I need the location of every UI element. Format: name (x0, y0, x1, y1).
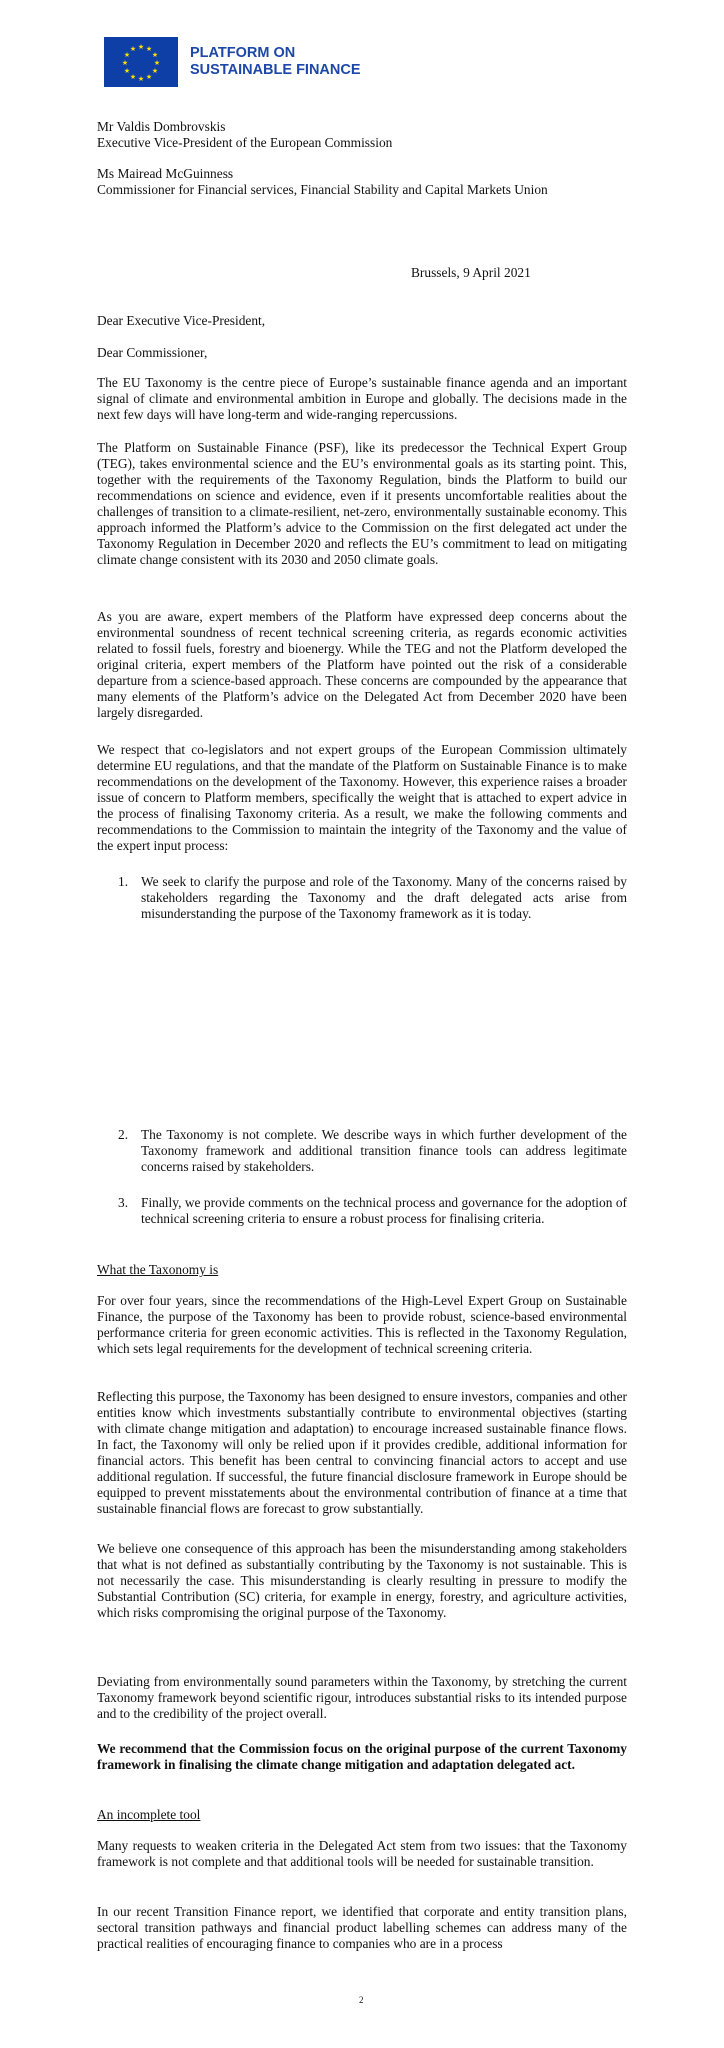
platform-name (190, 45, 361, 79)
platform-name-line1: PLATFORM ON (190, 45, 296, 61)
svg-text:★: ★ (145, 45, 153, 53)
paragraph-9-recommendation (97, 1741, 627, 1773)
paragraph-8-text: Deviating from environmentally sound parameters within the Taxonomy, by stretching the current Taxonomy framework beyond scientific rigour, introduces substantial risks to its intended purpose and to the credibility of the project overall. (97, 1674, 627, 1721)
paragraph-8 (97, 1674, 627, 1722)
letter-date: Brussels, 9 April 2021 (411, 265, 531, 280)
salutation-1: Dear Executive Vice-President, (97, 313, 266, 328)
paragraph-11-text: In our recent Transition Finance report, we identified that corporate and entity transition plans, sectoral transition pathways and financial product labelling schemes can address many of the practical realities of encouraging finance to companies who are in a process (97, 1904, 627, 1951)
list-text-3: Finally, we provide comments on the technical process and governance for the adoption of technical screening criteria to ensure a robust process for finalising criteria. (141, 1195, 627, 1226)
paragraph-6-text: Reflecting this purpose, the Taxonomy has been designed to ensure investors, companies and other entities know which investments substantially contribute to environmental objectives (starting with climate change mitigation and adaptation) to encourage increased sustainable finance flows. In fact, the Taxonomy will only be relied upon if it provides credible, additional information for financial actors. This benefit has been central to convincing financial actors to accept and use additional regulation. If successful, the future financial disclosure framework in Europe should be equipped to prevent misstatements about the environmental contribution of finance at a time that sustainable financial flows are forecast to grow substantially. (97, 1389, 627, 1516)
paragraph-2 (97, 440, 627, 568)
recipient-1-title: Executive Vice-President of the European Commission (97, 135, 393, 150)
eu-stars-icon (104, 37, 178, 87)
svg-text:★: ★ (153, 59, 161, 67)
paragraph-1-text: The EU Taxonomy is the centre piece of Europe’s sustainable finance agenda and an important signal of climate and environmental ambition in Europe and globally. The decisions made in the next few days will have long-term and wide-ranging repercussions. (97, 375, 627, 422)
svg-text:★: ★ (137, 43, 145, 51)
svg-text:★: ★ (137, 75, 145, 83)
paragraph-3 (97, 609, 627, 721)
platform-logo (104, 37, 361, 87)
paragraph-4 (97, 742, 627, 854)
svg-text:★: ★ (151, 67, 159, 75)
paragraph-10 (97, 1838, 627, 1870)
paragraph-4-text: We respect that co-legislators and not expert groups of the European Commission ultimately determine EU regulations, and that the mandate of the Platform on Sustainable Finance is to make recommendations on the development of the Taxonomy. However, this experience raises a broader issue of concern to Platform members, specifically the weight that is attached to expert advice in the process of finalising Taxonomy criteria. As a result, we make the following comments and recommendations to the Commission to maintain the integrity of the Taxonomy and the value of the expert input process: (97, 742, 627, 853)
list-number-2: 2. (118, 1127, 129, 1142)
paragraph-6 (97, 1389, 627, 1517)
page-number: 2 (359, 1995, 364, 2005)
list-text-1: We seek to clarify the purpose and role of the Taxonomy. Many of the concerns raised by stakeholders regarding the Taxonomy and the draft delegated acts arise from misunderstanding the purpose of the Taxonomy framework as it is today. (141, 874, 627, 921)
paragraph-7-text: We believe one consequence of this approach has been the misunderstanding among stakeholders that what is not defined as substantially contributing by the Taxonomy is not sustainable. This is not necessarily the case. This misunderstanding is clearly resulting in pressure to modify the Substantial Contribution (SC) criteria, for example in energy, forestry, and agriculture activities, which risks compromising the original purpose of the Taxonomy. (97, 1541, 627, 1620)
salutation-2: Dear Commissioner, (97, 345, 208, 360)
svg-text:★: ★ (129, 45, 137, 53)
list-number-3: 3. (118, 1195, 129, 1210)
paragraph-1 (97, 375, 627, 423)
platform-name-line2: SUSTAINABLE FINANCE (190, 62, 361, 78)
eu-flag-icon (104, 37, 178, 87)
list-number-1: 1. (118, 874, 129, 889)
recipient-2-name: Ms Mairead McGuinness (97, 166, 234, 181)
list-text-2: The Taxonomy is not complete. We describe ways in which further development of the Taxonomy framework and additional transition finance tools can address legitimate concerns raised by stakeholders. (141, 1127, 627, 1174)
section-heading-incomplete: An incomplete tool (97, 1807, 201, 1822)
paragraph-9-text: We recommend that the Commission focus on the original purpose of the current Taxonomy framework in finalising the climate change mitigation and adaptation delegated act. (97, 1741, 627, 1772)
paragraph-3-text: As you are aware, expert members of the Platform have expressed deep concerns about the environmental soundness of recent technical screening criteria, as regards economic activities related to fossil fuels, forestry and bioenergy. While the TEG and not the Platform developed the original criteria, expert members of the Platform have pointed out the risk of a considerable departure from a science-based approach. These concerns are compounded by the appearance that many elements of the Platform’s advice on the Delegated Act from December 2020 have been largely disregarded. (97, 609, 627, 720)
paragraph-2-text: The Platform on Sustainable Finance (PSF), like its predecessor the Technical Expert Group (TEG), takes environmental science and the EU’s environmental goals as its starting point. This, together with the requirements of the Taxonomy Regulation, binds the Platform to build our recommendations on science and evidence, even if it presents uncomfortable realities about the challenges of transition to a climate-resilient, net-zero, environmentally sustainable economy. This approach informed the Platform’s advice to the Commission on the first delegated act under the Taxonomy Regulation in December 2020 and reflects the EU’s commitment to lead on mitigating climate change consistent with its 2030 and 2050 climate goals. (97, 440, 627, 567)
svg-text:★: ★ (145, 73, 153, 81)
paragraph-7 (97, 1541, 627, 1621)
svg-text:★: ★ (129, 73, 137, 81)
paragraph-5 (97, 1293, 627, 1357)
recipient-2 (97, 166, 548, 198)
svg-text:★: ★ (121, 59, 129, 67)
recipient-2-title: Commissioner for Financial services, Financial Stability and Capital Markets Union (97, 182, 548, 197)
recipient-1 (97, 119, 392, 151)
paragraph-5-text: For over four years, since the recommendations of the High-Level Expert Group on Sustainable Finance, the purpose of the Taxonomy has been to provide robust, science-based environmental performance criteria for green economic activities. This is reflected in the Taxonomy Regulation, which sets legal requirements for the development of technical screening criteria. (97, 1293, 627, 1356)
recipient-1-name: Mr Valdis Dombrovskis (97, 119, 226, 134)
svg-text:★: ★ (151, 51, 159, 59)
paragraph-10-text: Many requests to weaken criteria in the Delegated Act stem from two issues: that the Taxonomy framework is not complete and that additional tools will be needed for sustainable transition. (97, 1838, 627, 1869)
paragraph-11 (97, 1904, 627, 1952)
svg-text:★: ★ (123, 67, 131, 75)
svg-text:★: ★ (123, 51, 131, 59)
section-heading-taxonomy: What the Taxonomy is (97, 1262, 219, 1277)
